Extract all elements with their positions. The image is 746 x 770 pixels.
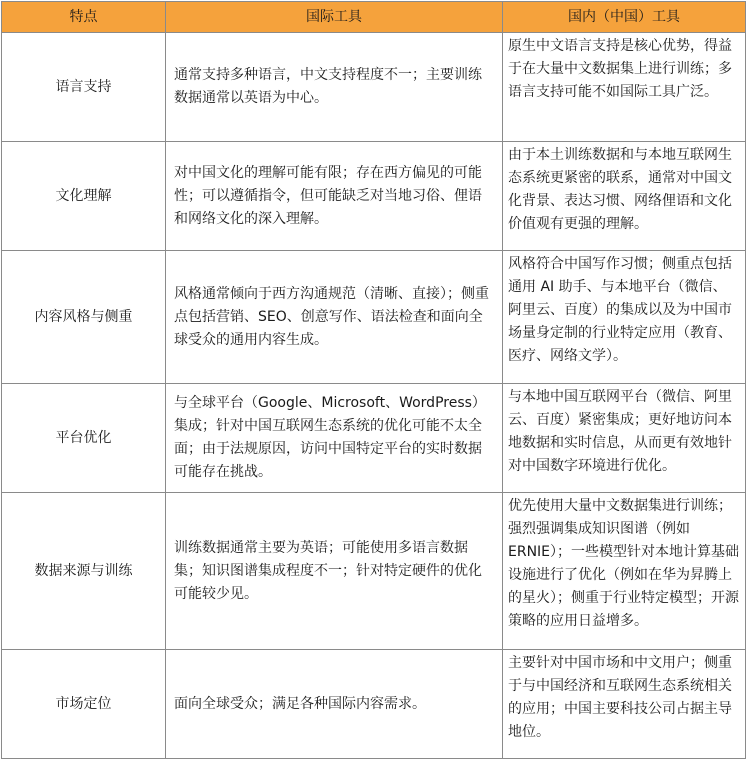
domestic-cell: 原生中文语言支持是核心优势，得益于在大量中文数据集上进行训练；多语言支持可能不如国际工具广泛。 — [503, 33, 746, 142]
table-row — [2, 33, 746, 142]
international-cell: 风格通常倾向于西方沟通规范（清晰、直接）；侧重点包括营销、SEO、创意写作、语法检查和面向全球受众的通用内容生成。 — [166, 251, 503, 384]
table-header — [2, 2, 746, 33]
domestic-cell: 与本地中国互联网平台（微信、阿里云、百度）紧密集成；更好地访问本地数据和实时信息，从而更有效地针对中国数字环境进行优化。 — [503, 384, 746, 493]
header-domestic: 国内（中国）工具 — [503, 2, 746, 33]
feature-cell: 平台优化 — [2, 384, 166, 493]
header-feature: 特点 — [2, 2, 166, 33]
table-row — [2, 493, 746, 650]
feature-cell: 数据来源与训练 — [2, 493, 166, 650]
header-international: 国际工具 — [166, 2, 503, 33]
international-cell: 训练数据通常主要为英语；可能使用多语言数据集；知识图谱集成程度不一；针对特定硬件的优化可能较少见。 — [166, 493, 503, 650]
feature-cell: 语言支持 — [2, 33, 166, 142]
comparison-table — [1, 1, 746, 759]
international-cell: 面向全球受众；满足各种国际内容需求。 — [166, 650, 503, 759]
domestic-cell: 由于本土训练数据和与本地互联网生态系统更紧密的联系，通常对中国文化背景、表达习惯、网络俚语和文化价值观有更强的理解。 — [503, 142, 746, 251]
domestic-cell: 优先使用大量中文数据集进行训练；强烈强调集成知识图谱（例如ERNIE）；一些模型针对本地计算基础设施进行了优化（例如在华为昇腾上的星火）；侧重于行业特定模型；开源策略的应用日益增多。 — [503, 493, 746, 650]
international-cell: 对中国文化的理解可能有限；存在西方偏见的可能性；可以遵循指令，但可能缺乏对当地习俗、俚语和网络文化的深入理解。 — [166, 142, 503, 251]
international-cell: 通常支持多种语言，中文支持程度不一；主要训练数据通常以英语为中心。 — [166, 33, 503, 142]
domestic-cell: 主要针对中国市场和中文用户；侧重于与中国经济和互联网生态系统相关的应用；中国主要科技公司占据主导地位。 — [503, 650, 746, 759]
feature-cell: 文化理解 — [2, 142, 166, 251]
table-row — [2, 384, 746, 493]
international-cell: 与全球平台（Google、Microsoft、WordPress）集成；针对中国互联网生态系统的优化可能不太全面；由于法规原因，访问中国特定平台的实时数据可能存在挑战。 — [166, 384, 503, 493]
table-body — [2, 33, 746, 759]
table-row — [2, 251, 746, 384]
table-row — [2, 142, 746, 251]
feature-cell: 市场定位 — [2, 650, 166, 759]
header-row — [2, 2, 746, 33]
feature-cell: 内容风格与侧重 — [2, 251, 166, 384]
table-row — [2, 650, 746, 759]
domestic-cell: 风格符合中国写作习惯；侧重点包括通用 AI 助手、与本地平台（微信、阿里云、百度）的集成以及为中国市场量身定制的行业特定应用（教育、医疗、网络文学）。 — [503, 251, 746, 384]
